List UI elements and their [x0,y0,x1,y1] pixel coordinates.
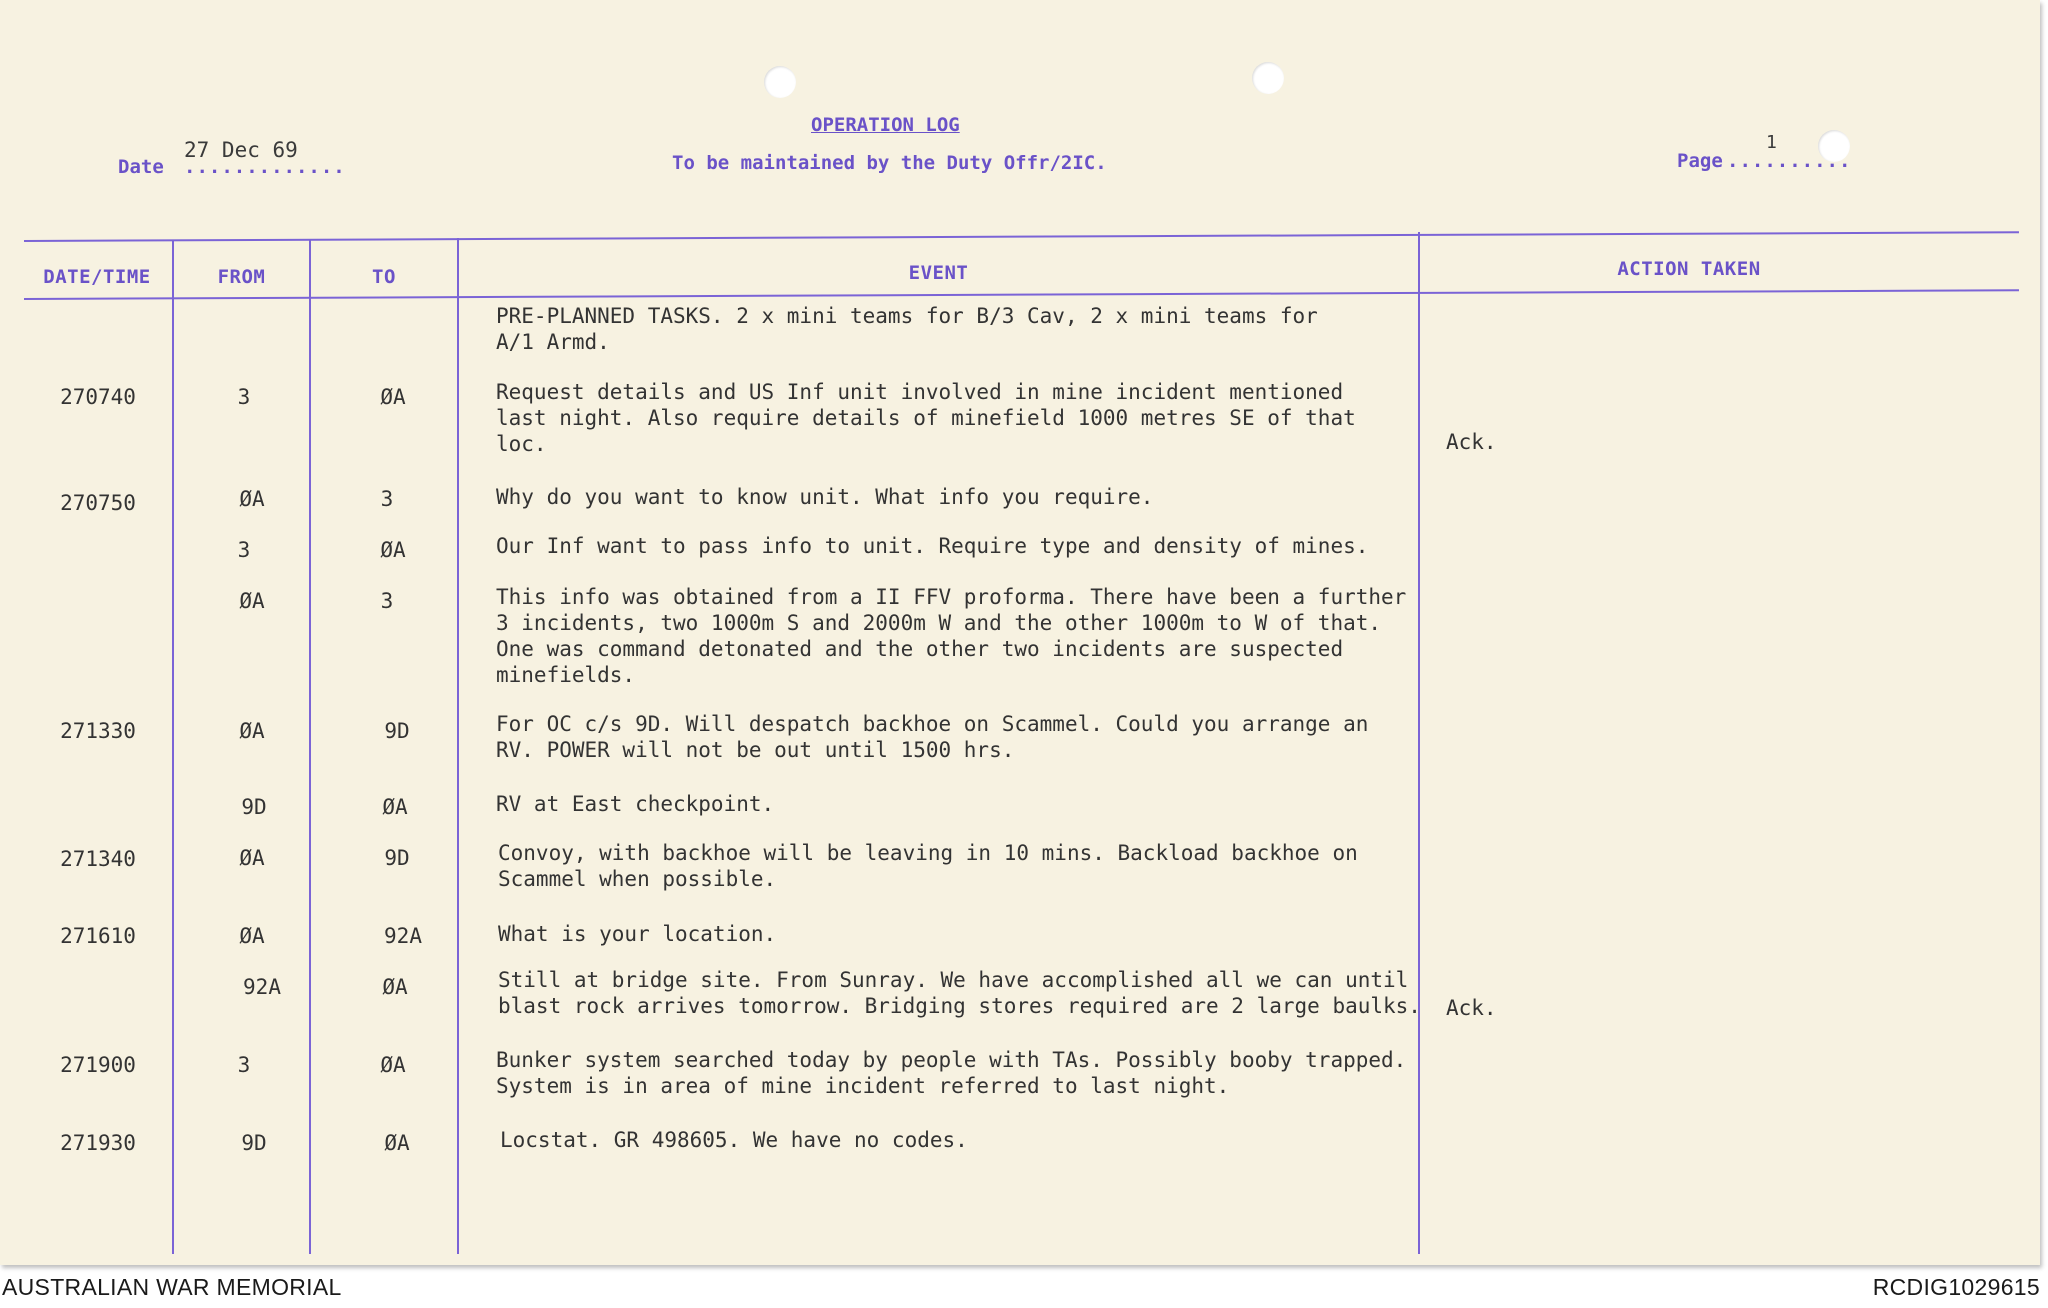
from-cell: ØA [239,719,265,743]
date-label: Date [118,156,164,178]
to-cell: ØA [384,1131,410,1155]
event-cell: Bunker system searched today by people with TAs. Possibly booby trapped. System is in area of mine incident referred to last night. [496,1048,1407,1098]
from-cell: 3 [237,1053,251,1077]
from-cell: ØA [239,487,265,511]
event-cell: What is your location. [498,922,777,946]
action-cell: Ack. [1446,996,1497,1020]
to-cell: 3 [380,589,394,613]
date-dots: ............. [184,156,346,178]
date-value: 27 Dec 69 [184,138,298,162]
to-cell: ØA [380,1053,406,1077]
punch-hole [1252,62,1284,94]
from-cell: ØA [239,846,265,870]
to-cell: 3 [380,487,394,511]
column-header-action: ACTION TAKEN [1617,258,1761,280]
datetime-cell: 271340 [60,847,136,871]
header-bottom-rule [24,289,2019,300]
punch-hole [764,66,796,98]
datetime-cell: 270750 [60,491,136,515]
event-cell: RV at East checkpoint. [496,792,775,816]
from-cell: 9D [241,1131,267,1155]
event-cell: Why do you want to know unit. What info you require. [496,485,1154,509]
to-cell: 9D [384,719,410,743]
archive-credit: AUSTRALIAN WAR MEMORIAL [2,1274,342,1300]
column-header-datetime: DATE/TIME [43,266,151,288]
archive-id: RCDIG1029615 [1872,1274,2040,1300]
datetime-cell: 271900 [60,1053,136,1077]
datetime-cell: 271930 [60,1131,136,1155]
table-top-rule [24,231,2019,242]
page-dots: .......... [1727,150,1852,172]
event-cell: For OC c/s 9D. Will despatch backhoe on Scammel. Could you arrange an RV. POWER will not be out until 1500 hrs. [496,712,1369,762]
event-cell: Still at bridge site. From Sunray. We have accomplished all we can until blast rock arrives tomorrow. Bridging stores required are 2 large baulks. [498,968,1421,1018]
to-cell: ØA [380,385,406,409]
datetime-cell: 271330 [60,719,136,743]
event-cell: Locstat. GR 498605. We have no codes. [500,1128,968,1152]
from-cell: 3 [237,385,251,409]
column-header-from: FROM [217,266,266,288]
event-cell: Convoy, with backhoe will be leaving in 10 mins. Backload backhoe on Scammel when possible. [498,841,1358,891]
from-cell: ØA [239,589,265,613]
column-divider [1418,232,1420,1254]
to-cell: ØA [380,538,406,562]
log-subtitle: To be maintained by the Duty Offr/2IC. [672,152,1107,174]
to-cell: 9D [384,846,410,870]
column-header-to: TO [372,266,396,288]
event-cell: Request details and US Inf unit involved in mine incident mentioned last night. Also require details of minefield 1000 metres SE of that loc. [496,380,1356,456]
page-value: 1 [1766,132,1777,153]
datetime-cell: 271610 [60,924,136,948]
to-cell: ØA [382,975,408,999]
from-cell: 3 [237,538,251,562]
log-title: OPERATION LOG [811,114,960,136]
event-cell: PRE-PLANNED TASKS. 2 x mini teams for B/3 Cav, 2 x mini teams for A/1 Armd. [496,304,1318,354]
from-cell: 92A [243,975,281,999]
to-cell: 92A [384,924,422,948]
event-cell: Our Inf want to pass info to unit. Require type and density of mines. [496,534,1369,558]
from-cell: ØA [239,924,265,948]
event-cell: This info was obtained from a II FFV proforma. There have been a further 3 incidents, two 1000m S and 2000m W and the other 1000m to W of that. One was command detonated and the other two incidents are suspected minefields. [496,585,1407,687]
to-cell: ØA [382,795,408,819]
action-cell: Ack. [1446,430,1497,454]
page-label: Page [1677,150,1723,172]
datetime-cell: 270740 [60,385,136,409]
column-header-event: EVENT [908,262,969,284]
from-cell: 9D [241,795,267,819]
